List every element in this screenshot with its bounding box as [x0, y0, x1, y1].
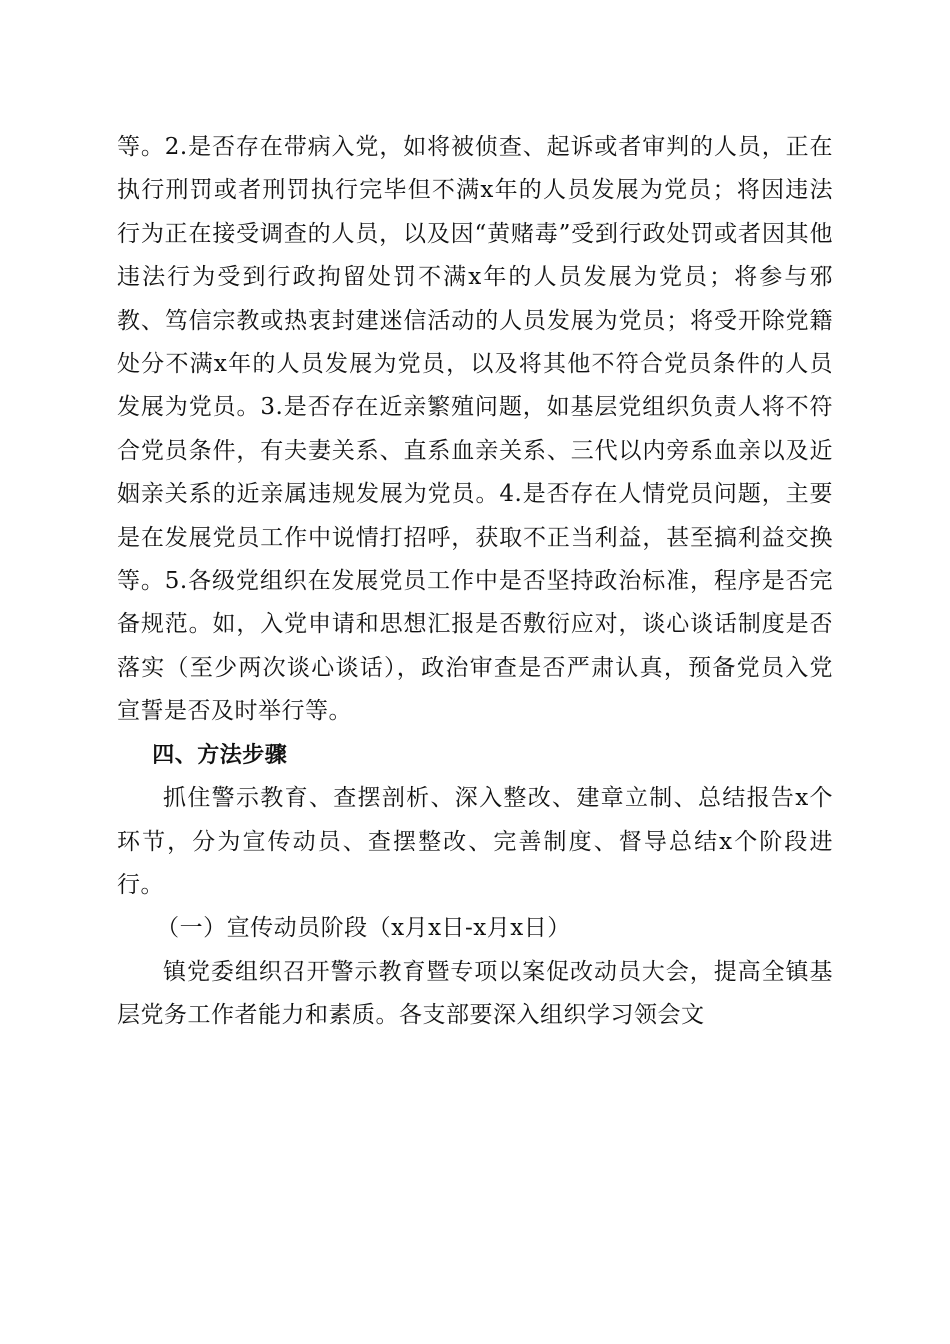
paragraph: 镇党委组织召开警示教育暨专项以案促改动员大会，提高全镇基层党务工作者能力和素质。各支部要深入组织学习领会文 — [117, 958, 833, 1029]
subsection-heading: （一）宣传动员阶段（x月x日-x月x日） — [156, 915, 571, 942]
document-body — [117, 126, 833, 1038]
paragraph: 抓住警示教育、查摆剖析、深入整改、建章立制、总结报告x个环节，分为宣传动员、查摆整改、完善制度、督导总结x个阶段进行。 — [117, 785, 833, 898]
paragraph-continued: 等。2.是否存在带病入党，如将被侦查、起诉或者审判的人员，正在执行刑罚或者刑罚执行完毕但不满x年的人员发展为党员；将因违法行为正在接受调查的人员，以及因“黄赌毒”受到行政处罚或者因其他违法行为受到行政拘留处罚不满x年的人员发展为党员；将参与邪教、笃信宗教或热衷封建迷信活动的人员发展为党员；将受开除党籍处分不满x年的人员发展为党员，以及将其他不符合党员条件的人员发展为党员。3.是否存在近亲繁殖问题，如基层党组织负责人将不符合党员条件，有夫妻关系、直系血亲关系、三代以内旁系血亲以及近姻亲关系的近亲属违规发展为党员。4.是否存在人情党员问题，主要是在发展党员工作中说情打招呼，获取不正当利益，甚至搞利益交换等。5.各级党组织在发展党员工作中是否坚持政治标准，程序是否完备规范。如，入党申请和思想汇报是否敷衍应对，谈心谈话制度是否落实（至少两次谈心谈话），政治审查是否严肃认真，预备党员入党宣誓是否及时举行等。 — [117, 134, 833, 725]
section-heading: 四、方法步骤 — [152, 742, 288, 768]
